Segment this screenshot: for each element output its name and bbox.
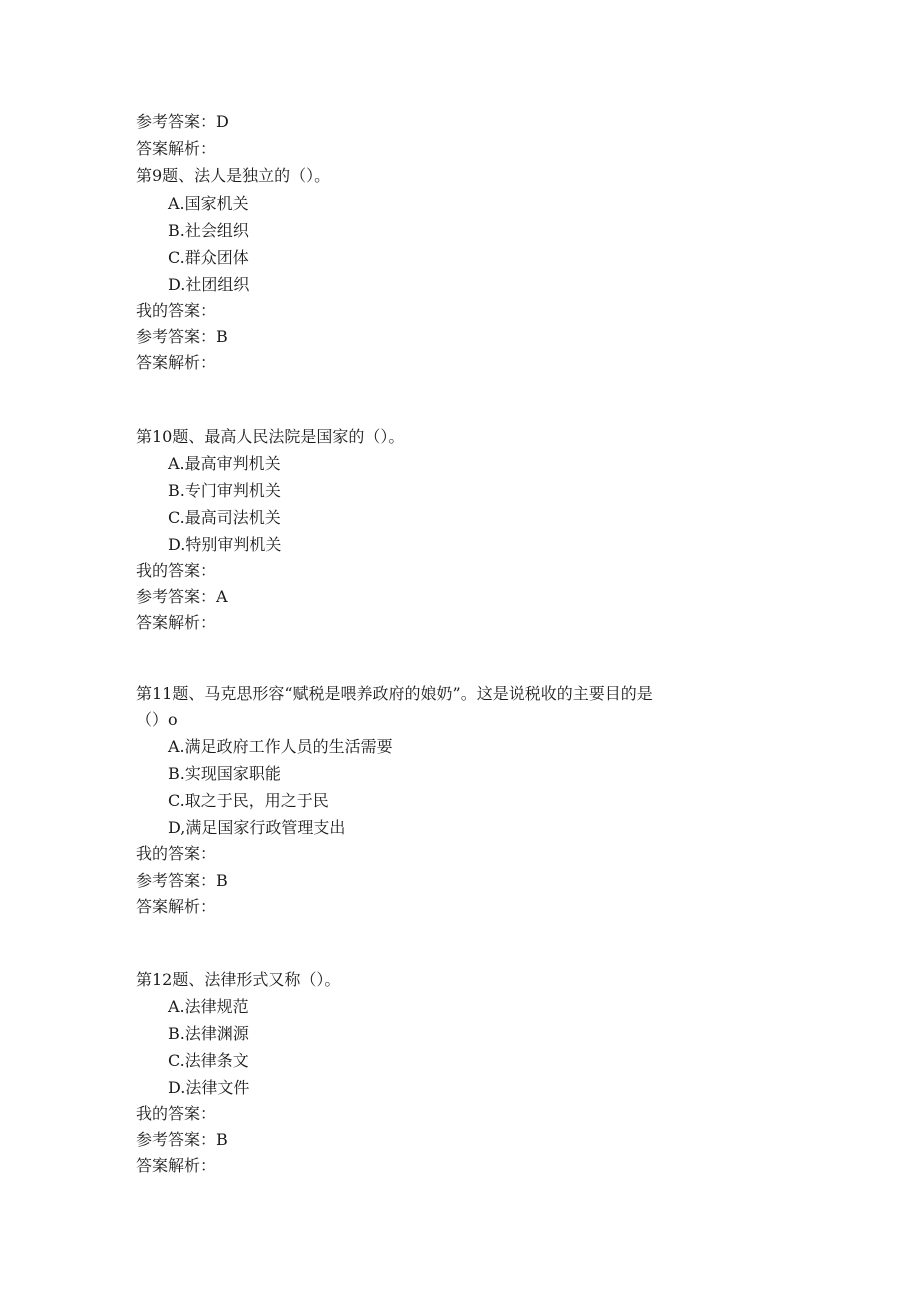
option-c: C.法律条文: [168, 1051, 249, 1070]
my-answer: 我的答案：: [136, 844, 217, 863]
answer-analysis: 答案解析：: [136, 897, 217, 916]
reference-answer: 参考答案：B: [136, 871, 228, 890]
option-d: D.法律文件: [168, 1078, 250, 1097]
my-answer: 我的答案：: [136, 301, 217, 320]
option-d: D.社团组织: [168, 275, 250, 294]
option-b: B.社会组织: [168, 221, 249, 240]
option-a: A.国家机关: [168, 194, 249, 213]
answer-analysis: 答案解析：: [136, 1156, 217, 1175]
option-d: D,满足国家行政管理支出: [168, 818, 346, 837]
question-title-continued: （）o: [136, 710, 178, 729]
option-a: A.最高审判机关: [168, 454, 281, 473]
question-title: 第10题、最高人民法院是国家的（）。: [136, 427, 405, 446]
option-c: C.群众团体: [168, 248, 249, 267]
answer-analysis: 答案解析：: [136, 613, 217, 632]
my-answer: 我的答案：: [136, 1104, 217, 1123]
option-b: B.专门审判机关: [168, 481, 281, 500]
prev-reference-answer: 参考答案：D: [136, 112, 229, 131]
option-a: A.法律规范: [168, 997, 249, 1016]
option-d: D.特别审判机关: [168, 535, 282, 554]
question-title: 第12题、法律形式又称（）。: [136, 970, 341, 989]
option-b: B.法律渊源: [168, 1024, 249, 1043]
option-a: A.满足政府工作人员的生活需要: [168, 737, 393, 756]
prev-answer-analysis: 答案解析：: [136, 139, 217, 158]
question-title: 第11题、马克思形容“赋税是喂养政府的娘奶”。这是说税收的主要目的是: [136, 684, 653, 703]
reference-answer: 参考答案：B: [136, 1130, 228, 1149]
option-c: C.取之于民，用之于民: [168, 791, 329, 810]
option-b: B.实现国家职能: [168, 764, 281, 783]
option-c: C.最高司法机关: [168, 508, 281, 527]
my-answer: 我的答案：: [136, 561, 217, 580]
reference-answer: 参考答案：A: [136, 587, 228, 606]
question-title: 第9题、法人是独立的（）。: [136, 166, 331, 185]
answer-analysis: 答案解析：: [136, 353, 217, 372]
reference-answer: 参考答案：B: [136, 327, 228, 346]
